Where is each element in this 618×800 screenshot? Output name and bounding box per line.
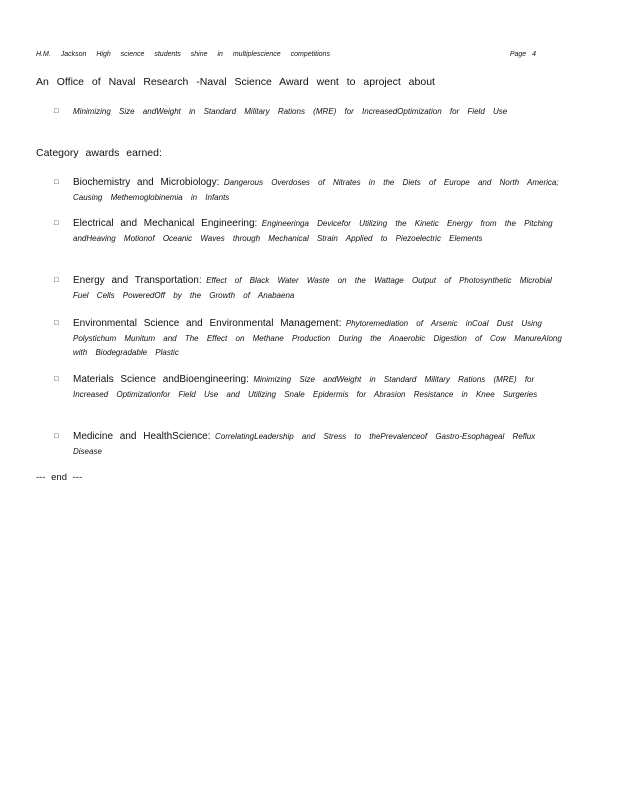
category-item <box>73 273 565 302</box>
bullet-icon: □ <box>54 275 59 284</box>
end-marker: --- end --- <box>36 472 83 483</box>
category-item <box>73 175 565 204</box>
bullet-icon: □ <box>54 431 59 440</box>
category-name: Energy and Transportation: <box>73 275 202 286</box>
category-name: Biochemistry and Microbiology: <box>73 177 220 188</box>
running-title: H.M. Jackson High science students shine in multiplescience competitions <box>36 51 330 58</box>
category-item <box>73 372 565 401</box>
category-name: Materials Science andBioengineering: <box>73 374 249 385</box>
page-header <box>36 51 546 58</box>
category-item <box>73 316 565 360</box>
category-item <box>73 216 565 245</box>
project-title: CorrelatingLeadership and Stress to thePrevalenceof Gastro-Esophageal Reflux Disease <box>73 432 536 456</box>
project-title: Minimizing Size andWeight in Standard Military Rations (MRE) for Increased Optimizationfor Field Use and Utilizing Snale Epidermis for Abrasion Resistance in Knee Surgeries <box>73 375 538 399</box>
bullet-icon: □ <box>54 177 59 186</box>
page-number: Page 4 <box>509 51 536 58</box>
award-project: Minimizing Size andWeight in Standard Military Rations (MRE) for IncreasedOptimization for Field Use <box>73 107 508 116</box>
project-title: Dangerous Overdoses of Nitrates in the Diets of Europe and North America; Causing Methemoglobinemia in Infants <box>73 178 559 202</box>
project-title: Effect of Black Water Waste on the Wattage Output of Photosynthetic Microbial Fuel Cells PoweredOff by the Growth of Anabaena <box>73 276 552 300</box>
bullet-icon: □ <box>54 318 59 327</box>
category-heading: Category awards earned: <box>36 147 162 159</box>
project-title: Phytoremediation of Arsenic inCoal Dust Using Polystichum Munitum and The Effect on Methane Production During the Anaerobic Digestion of Cow ManureAlong with Biodegradable Plastic <box>73 319 562 357</box>
category-name: Electrical and Mechanical Engineering: <box>73 218 258 229</box>
category-item <box>73 429 565 458</box>
category-name: Medicine and HealthScience: <box>73 431 211 442</box>
award-item <box>73 104 565 119</box>
project-title: Engineeringa Devicefor Utilizing the Kinetic Energy from the Pitching andHeaving Motionof Oceanic Waves through Mechanical Strain Applied to Piezoelectric Elements <box>73 219 553 243</box>
bullet-icon: □ <box>54 374 59 383</box>
category-name: Environmental Science and Environmental Management: <box>73 318 342 329</box>
bullet-icon: □ <box>54 106 59 115</box>
bullet-icon: □ <box>54 218 59 227</box>
intro-line: An Office of Naval Research -Naval Science Award went to aproject about <box>36 76 435 88</box>
